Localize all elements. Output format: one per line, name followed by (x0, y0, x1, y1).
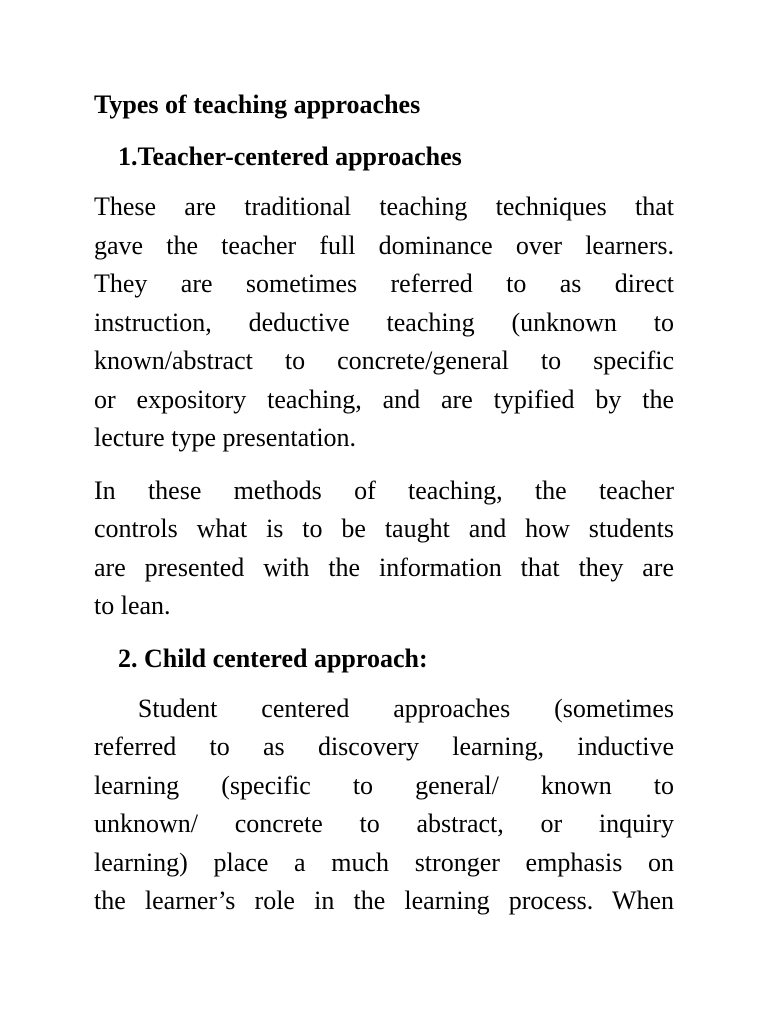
section-2-heading: 2. Child centered approach: (118, 643, 428, 673)
paragraph-line: controls what is to be taught and how students (94, 514, 674, 543)
paragraph-line: or expository teaching, and are typified by the (94, 384, 674, 414)
paragraph-line: the learner’s role in the learning process. When (94, 886, 674, 915)
paragraph-line: learning (specific to general/ known to (94, 770, 674, 800)
section-1-heading: 1.Teacher-centered approaches (118, 142, 462, 171)
paragraph-line: known/abstract to concrete/general to specific (94, 346, 674, 375)
section-2-paragraph-1 (94, 690, 674, 921)
section-1-paragraph-1 (94, 188, 674, 458)
section-1-paragraph-2 (94, 472, 674, 626)
paragraph-line: These are traditional teaching techniques that (94, 192, 674, 221)
paragraph-line: In these methods of teaching, the teacher (94, 475, 674, 505)
document-title: Types of teaching approaches (94, 90, 421, 119)
paragraph-line: Student centered approaches (sometimes (94, 693, 674, 723)
paragraph-line: gave the teacher full dominance over learners. (94, 230, 674, 260)
paragraph-line: referred to as discovery learning, inductive (94, 732, 674, 761)
paragraph-line: They are sometimes referred to as direct (94, 269, 674, 298)
paragraph-line: to lean. (94, 591, 171, 620)
paragraph-line: are presented with the information that they are (94, 552, 674, 582)
paragraph-line: lecture type presentation. (94, 423, 357, 452)
document-page (94, 86, 674, 935)
paragraph-line: unknown/ concrete to abstract, or inquiry (94, 809, 674, 838)
paragraph-line: instruction, deductive teaching (unknown to (94, 307, 674, 337)
paragraph-line: learning) place a much stronger emphasis on (94, 847, 674, 877)
